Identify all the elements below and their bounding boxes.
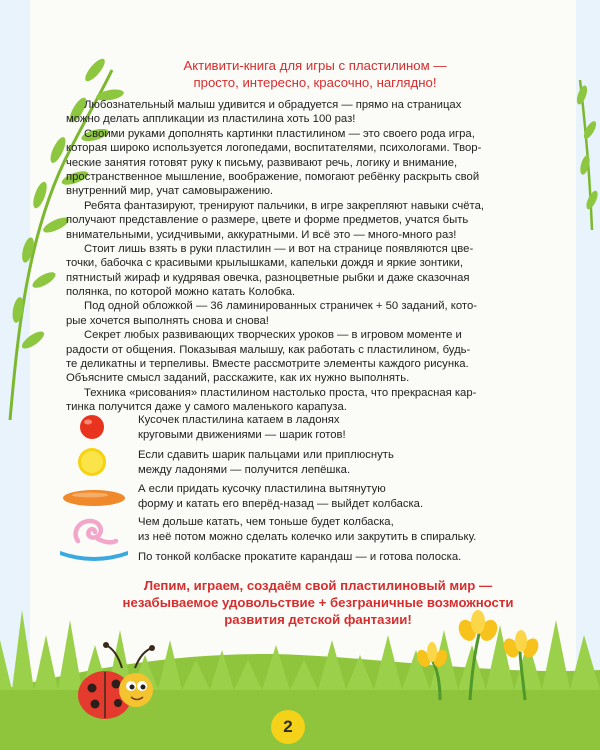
step-line: из неё потом можно сделать колечко или закрутить в спиральку. [138,531,477,543]
slogan-line-3: развития детской фантазии! [224,612,412,627]
pink-spiral-icon [68,515,120,549]
blue-strip-icon [56,545,132,567]
text-line: Под одной обложкой — 36 ламинированных страничек + 50 заданий, кото- [84,300,478,313]
step-strip [138,550,461,565]
text-line: ческие занятия готовят руку к письму, развивают речь, логику и внимание, [66,156,458,169]
text-line: радости от общения. Показывая малышу, как работать с пластилином, будь- [66,343,471,356]
step-line: А если придать кусочку пластилина вытянутую [138,483,386,495]
text-line: Ребята фантазируют, тренируют пальчики, в игре закрепляют навыки счёта, [84,199,485,212]
text-line: тинка получится даже у самого маленького карапуза. [66,401,347,414]
text-line: точки, бабочка с красивыми крылышками, капельки дождя и яркие зонтики, [66,257,464,270]
closing-slogan [108,577,528,628]
slogan-line-1: Лепим, играем, создаём свой пластилиновый мир — [143,578,493,593]
step-line: форму и катать его вперёд-назад — выйдет колбаска. [138,498,424,510]
text-line: Стоит лишь взять в руки пластилин — и вот на странице появляются цве- [84,242,474,255]
branch-right-icon [575,80,600,230]
text-line: рые хочется выполнять снова и снова! [66,314,269,327]
step-line: круговыми движениями — шарик готов! [138,429,346,441]
slogan-line-2: незабываемое удовольствие + безграничные возможности [122,595,514,610]
page-heading [80,57,550,91]
text-line: внимательными, усидчивыми, аккуратными. И всё это — много-много раз! [66,228,457,241]
red-ball-icon [70,413,114,441]
text-line: те деликатны и терпеливы. Вместе рассмотрите элементы каждого рисунка. [66,358,469,371]
intro-text [66,98,562,415]
text-line: Объясните смысл заданий, расскажите, как их нужно выполнять. [66,372,410,385]
text-line: Любознательный малыш удивится и обрадуется — прямо на страницах [84,99,462,111]
text-line: Секрет любых развивающих творческих уроков — в игровом моменте и [84,329,462,342]
text-line: Своими руками дополнять картинки пластилином — это своего рода игра, [84,127,475,140]
text-line: можно делать аппликации из пластилина хоть 100 раз! [66,113,356,126]
text-line: которая широко используется логопедами, воспитателями, психологами. Твор- [66,142,482,155]
text-line: полянка, по которой можно катать Колобка. [66,286,296,299]
orange-sausage-icon [60,485,128,511]
heading-line-2: просто, интересно, красочно, наглядно! [193,75,437,90]
step-ball [138,413,346,443]
text-line: внутренний мир, учат самовыражению. [66,185,274,198]
step-line: Кусочек пластилина катаем в ладонях [138,414,340,426]
text-line: Техника «рисования» пластилином настолько проста, что прекрасная кар- [84,386,477,399]
text-line: пятнистый жираф и кудрявая овечка, разноцветные рыбки и даже сказочная [66,271,470,284]
step-flat-cake [138,448,394,478]
text-line: пространственное мышление, воображение, помогают ребёнку раскрыть свой [66,170,480,183]
yellow-flat-cake-icon [68,446,116,478]
step-line: между ладонями — получится лепёшка. [138,464,351,476]
heading-line-1: Активити-книга для игры с пластилином — [183,58,447,73]
step-spiral [138,515,476,545]
step-sausage [138,482,423,512]
step-line: Чем дольше катать, чем тоньше будет колбаска, [138,516,394,528]
step-line: Если сдавить шарик пальцами или приплюснуть [138,449,394,461]
step-line: По тонкой колбаске прокатите карандаш — и готова полоска. [138,551,462,563]
text-line: получают представление о размере, цвете и форме предметов, учатся быть [66,214,469,227]
page-number: 2 [271,710,305,744]
